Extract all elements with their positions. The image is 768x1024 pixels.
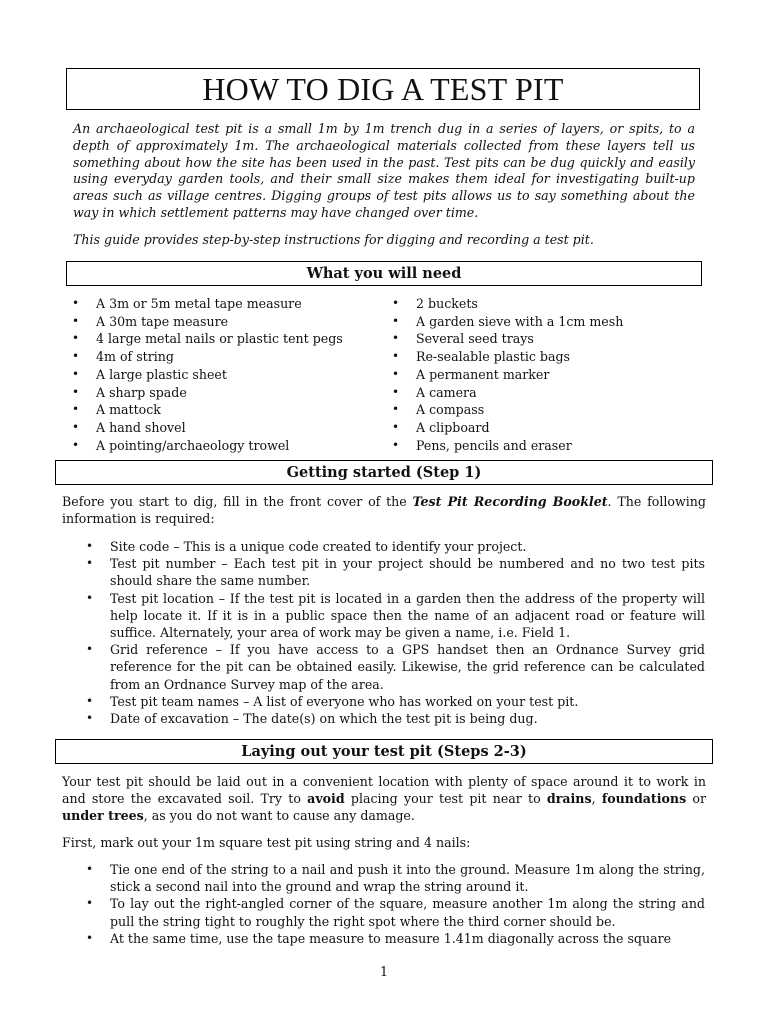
list-item: • A sharp spade [72, 384, 343, 402]
list-item: • A compass [392, 401, 623, 419]
list-item: • Grid reference – If you have access to a GPS handset then an Ordnance Survey grid reference for the pit can be obtained easily. Likewise, the grid reference can be calculated from an Ordnance Survey map of the area. [110, 641, 705, 693]
list-item: • At the same time, use the tape measure to measure 1.41m diagonally across the square [110, 930, 705, 947]
list-item: • Site code – This is a unique code created to identify your project. [110, 538, 705, 555]
list-item: • Several seed trays [392, 330, 623, 348]
page-number: 1 [379, 964, 388, 979]
intro-guide-sentence: This guide provides step-by-step instructions for digging and recording a test pit. [73, 232, 594, 247]
list-item: • A 3m or 5m metal tape measure [72, 295, 343, 313]
step1-intro-text-b: . The following information is required: [62, 494, 706, 527]
list-item: • A hand shovel [72, 419, 343, 437]
section-heading-getting-started: Getting started (Step 1) [55, 460, 713, 485]
step2-markout-list [110, 861, 705, 947]
recording-booklet-title: Test Pit Recording Booklet [412, 494, 608, 509]
list-item: • A mattock [72, 401, 343, 419]
step2-text-c: , as you do not want to cause any damage. [143, 808, 415, 824]
step1-required-info-list [110, 538, 705, 727]
emphasis-avoid: avoid [307, 791, 345, 807]
list-item: • A camera [392, 384, 623, 402]
list-item: • 2 buckets [392, 295, 623, 313]
step2-or: or [686, 791, 706, 807]
list-item: • A large plastic sheet [72, 366, 343, 384]
list-item: • Pens, pencils and eraser [392, 437, 623, 455]
step2-location-paragraph [62, 773, 706, 825]
list-item: • Tie one end of the string to a nail and push it into the ground. Measure 1m along the string, stick a second nail into the ground and wrap the string around it. [110, 861, 705, 895]
list-item: • A permanent marker [392, 366, 623, 384]
step2-text-b: placing your test pit near to [344, 791, 547, 807]
list-item: • Test pit number – Each test pit in your project should be numbered and no two test pits should share the same number. [110, 555, 705, 589]
list-item: • A pointing/archaeology trowel [72, 437, 343, 455]
step2-text-a: Your test pit should be laid out in a convenient location with plenty of space around it to work in and store the excavated soil. Try to [62, 774, 706, 807]
page-title: HOW TO DIG A TEST PIT [66, 68, 700, 110]
emphasis-under-trees: under trees [62, 808, 144, 824]
section-heading-what-you-will-need: What you will need [66, 261, 702, 286]
list-item: • A garden sieve with a 1cm mesh [392, 313, 623, 331]
list-item: • 4 large metal nails or plastic tent pegs [72, 330, 343, 348]
equipment-list-left [72, 295, 343, 454]
section-heading-laying-out: Laying out your test pit (Steps 2-3) [55, 739, 713, 764]
intro-paragraph: An archaeological test pit is a small 1m by 1m trench dug in a series of layers, or spits, to a depth of approximately 1m. The archaeological materials collected from these layers tell us something about how the site has been used in the past. Test pits can be dug quickly and easily using everyday garden tools, and their small size makes them ideal for investigating built-up areas such as village centres. Digging groups of test pits allows us to say something about the way in which settlement patterns may have changed over time. [73, 121, 695, 220]
equipment-list-right [392, 295, 623, 454]
emphasis-foundations: foundations [601, 791, 687, 807]
step2-markout-sentence: First, mark out your 1m square test pit using string and 4 nails: [62, 835, 471, 850]
list-item: • Date of excavation – The date(s) on which the test pit is being dug. [110, 710, 705, 727]
list-item: • A 30m tape measure [72, 313, 343, 331]
step1-intro-text-a: Before you start to dig, fill in the front cover of the [62, 494, 413, 509]
list-item: • 4m of string [72, 348, 343, 366]
list-item: • A clipboard [392, 419, 623, 437]
step1-intro-paragraph [62, 493, 706, 527]
list-item: • Test pit location – If the test pit is located in a garden then the address of the property will help locate it. If it is in a public space then the name of an adjacent road or feature will suffice. Alternately, your area of work may be given a name, i.e. Field 1. [110, 590, 705, 642]
list-item: • Re-sealable plastic bags [392, 348, 623, 366]
emphasis-drains: drains [546, 791, 592, 807]
step2-comma: , [591, 791, 602, 807]
list-item: • Test pit team names – A list of everyone who has worked on your test pit. [110, 693, 705, 710]
list-item: • To lay out the right-angled corner of the square, measure another 1m along the string and pull the string tight to roughly the right spot where the third corner should be. [110, 895, 705, 929]
